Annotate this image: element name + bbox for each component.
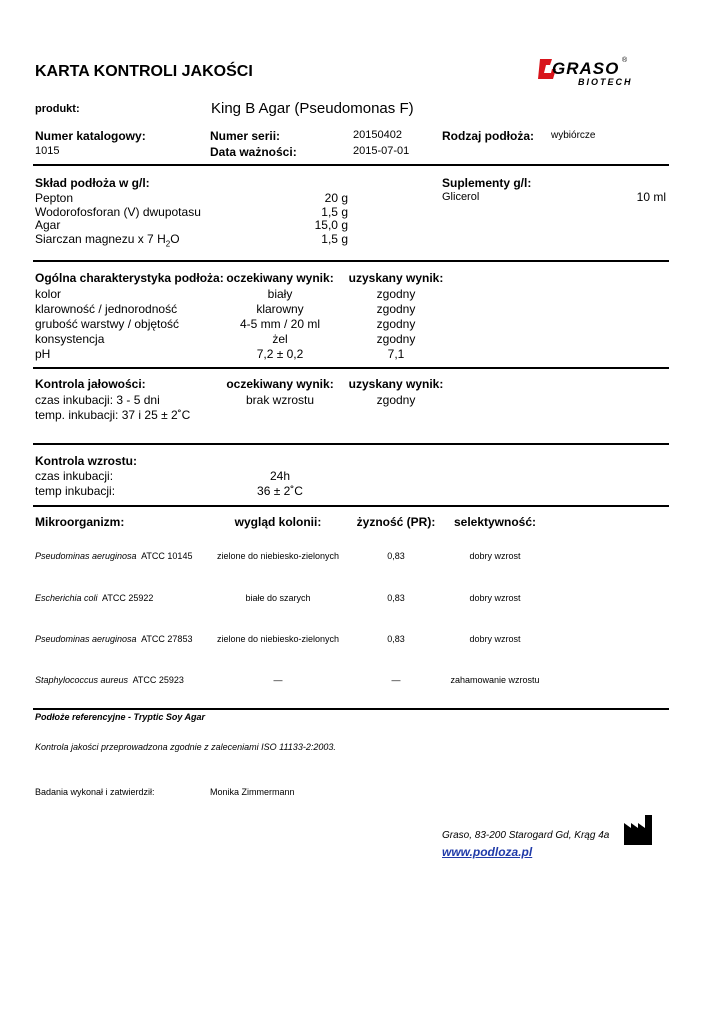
composition-item-name: Wodorofosforan (V) dwupotasu	[35, 205, 201, 219]
characteristic-name: klarowność / jednorodność	[35, 302, 178, 316]
characteristic-obtained: zgodny	[376, 317, 416, 331]
growth-temp-value: 36 ± 2˚C	[257, 484, 303, 498]
sterility-expected: brak wzrostu	[245, 393, 315, 407]
sterility-incubation-temp: temp. inkubacji: 37 i 25 ± 2˚C	[35, 408, 191, 422]
medium-type-label: Rodzaj podłoża:	[442, 129, 534, 143]
sterility-incubation-time: czas inkubacji: 3 - 5 dni	[35, 393, 160, 407]
characteristic-expected: 7,2 ± 0,2	[256, 347, 304, 361]
microorganism-name: Pseudominas aeruginosa ATCC 10145	[35, 551, 193, 561]
composition-item-name: Siarczan magnezu x 7 $H_2O$	[35, 232, 180, 249]
signature-label: Badania wykonał i zatwierdził:	[35, 787, 155, 797]
characteristic-name: kolor	[35, 287, 62, 301]
divider	[33, 164, 669, 166]
catalog-value: 1015	[35, 145, 60, 157]
growth-label: Kontrola wzrostu:	[35, 454, 137, 468]
characteristic-name: grubość warstwy / objętość	[35, 317, 180, 331]
viability-header: żyzność (PR):	[356, 515, 436, 529]
characteristic-name: pH	[35, 347, 51, 361]
sterility-obtained-header: uzyskany wynik:	[348, 377, 444, 391]
characteristic-expected: 4-5 mm / 20 ml	[239, 317, 320, 331]
characteristic-name: konsystencja	[35, 332, 105, 346]
characteristic-obtained: zgodny	[376, 302, 416, 316]
product-label: produkt:	[35, 103, 80, 115]
characteristics-label: Ogólna charakterystyka podłoża:	[35, 271, 224, 285]
viability-value: 0,83	[387, 634, 405, 644]
composition-label: Skład podłoża w g/l:	[35, 176, 150, 190]
series-value: 20150402	[353, 129, 402, 141]
colony-appearance: zielone do niebiesko-zielonych	[216, 551, 340, 561]
microorganism-name: Pseudominas aeruginosa ATCC 27853	[35, 634, 193, 644]
composition-item-value: 20 g	[324, 191, 348, 205]
composition-item-value: 15,0 g	[314, 218, 348, 232]
expiry-value: 2015-07-01	[353, 145, 410, 157]
divider	[33, 708, 669, 710]
composition-item-value: 1,5 g	[321, 232, 348, 246]
colony-appearance: —	[273, 675, 283, 685]
catalog-label: Numer katalogowy:	[35, 129, 146, 143]
selectivity-value: dobry wzrost	[469, 551, 521, 561]
divider	[33, 443, 669, 445]
series-label: Numer serii:	[210, 129, 281, 143]
composition-item-value: 1,5 g	[321, 205, 348, 219]
expected-result-header: oczekiwany wynik:	[226, 271, 334, 285]
divider	[33, 260, 669, 262]
sterility-expected-header: oczekiwany wynik:	[226, 377, 334, 391]
composition-item-name: Pepton	[35, 191, 74, 205]
divider	[33, 505, 669, 507]
product-name: King B Agar (Pseudomonas F)	[211, 100, 414, 117]
signature-name: Monika Zimmermann	[210, 787, 295, 797]
growth-time-label: czas inkubacji:	[35, 469, 114, 483]
characteristic-expected: żel	[272, 332, 288, 346]
microorganism-name: Staphylococcus aureus ATCC 25923	[35, 675, 184, 685]
composition-item-name: Agar	[35, 218, 61, 232]
iso-note: Kontrola jakości przeprowadzona zgodnie z zaleceniami ISO 11133-2:2003.	[35, 742, 336, 752]
website-link[interactable]: www.podloza.pl	[442, 845, 533, 859]
characteristic-obtained: zgodny	[376, 287, 416, 301]
logo-subtitle: BIOTECH	[578, 77, 633, 87]
viability-value: —	[391, 675, 401, 685]
selectivity-value: dobry wzrost	[469, 593, 521, 603]
reference-medium-note: Podłoże referencyjne - Tryptic Soy Agar	[35, 712, 206, 722]
colony-appearance: zielone do niebiesko-zielonych	[216, 634, 340, 644]
obtained-result-header: uzyskany wynik:	[348, 271, 444, 285]
selectivity-value: dobry wzrost	[469, 634, 521, 644]
growth-temp-label: temp inkubacji:	[35, 484, 116, 498]
document-title: KARTA KONTROLI JAKOŚCI	[35, 63, 253, 80]
characteristic-expected: biały	[267, 287, 293, 301]
graso-logo	[538, 55, 638, 95]
viability-value: 0,83	[387, 551, 405, 561]
characteristic-obtained: 7,1	[387, 347, 405, 361]
microorganism-header: Mikroorganizm:	[35, 515, 125, 529]
supplement-value: 10 ml	[636, 190, 666, 204]
medium-type-value: wybiórcze	[551, 130, 596, 141]
logo-name: GRASO	[552, 59, 620, 78]
colony-header: wygląd kolonii:	[234, 515, 322, 529]
colony-appearance: białe do szarych	[245, 593, 311, 603]
expiry-label: Data ważności:	[210, 145, 297, 159]
characteristic-expected: klarowny	[256, 302, 304, 316]
characteristic-obtained: zgodny	[376, 332, 416, 346]
sterility-label: Kontrola jałowości:	[35, 377, 146, 391]
microorganism-name: Escherichia coli ATCC 25922	[35, 593, 154, 603]
sterility-obtained: zgodny	[376, 393, 416, 407]
manufacturer-icon	[624, 815, 654, 845]
supplements-label: Suplementy g/l:	[442, 176, 532, 190]
growth-time-value: 24h	[269, 469, 291, 483]
company-address: Graso, 83-200 Starogard Gd, Krąg 4a	[442, 830, 610, 841]
supplement-name: Glicerol	[442, 191, 480, 203]
divider	[33, 367, 669, 369]
selectivity-header: selektywność:	[453, 515, 537, 529]
logo-registered: ®	[622, 57, 628, 64]
viability-value: 0,83	[387, 593, 405, 603]
selectivity-value: zahamowanie wzrostu	[450, 675, 540, 685]
